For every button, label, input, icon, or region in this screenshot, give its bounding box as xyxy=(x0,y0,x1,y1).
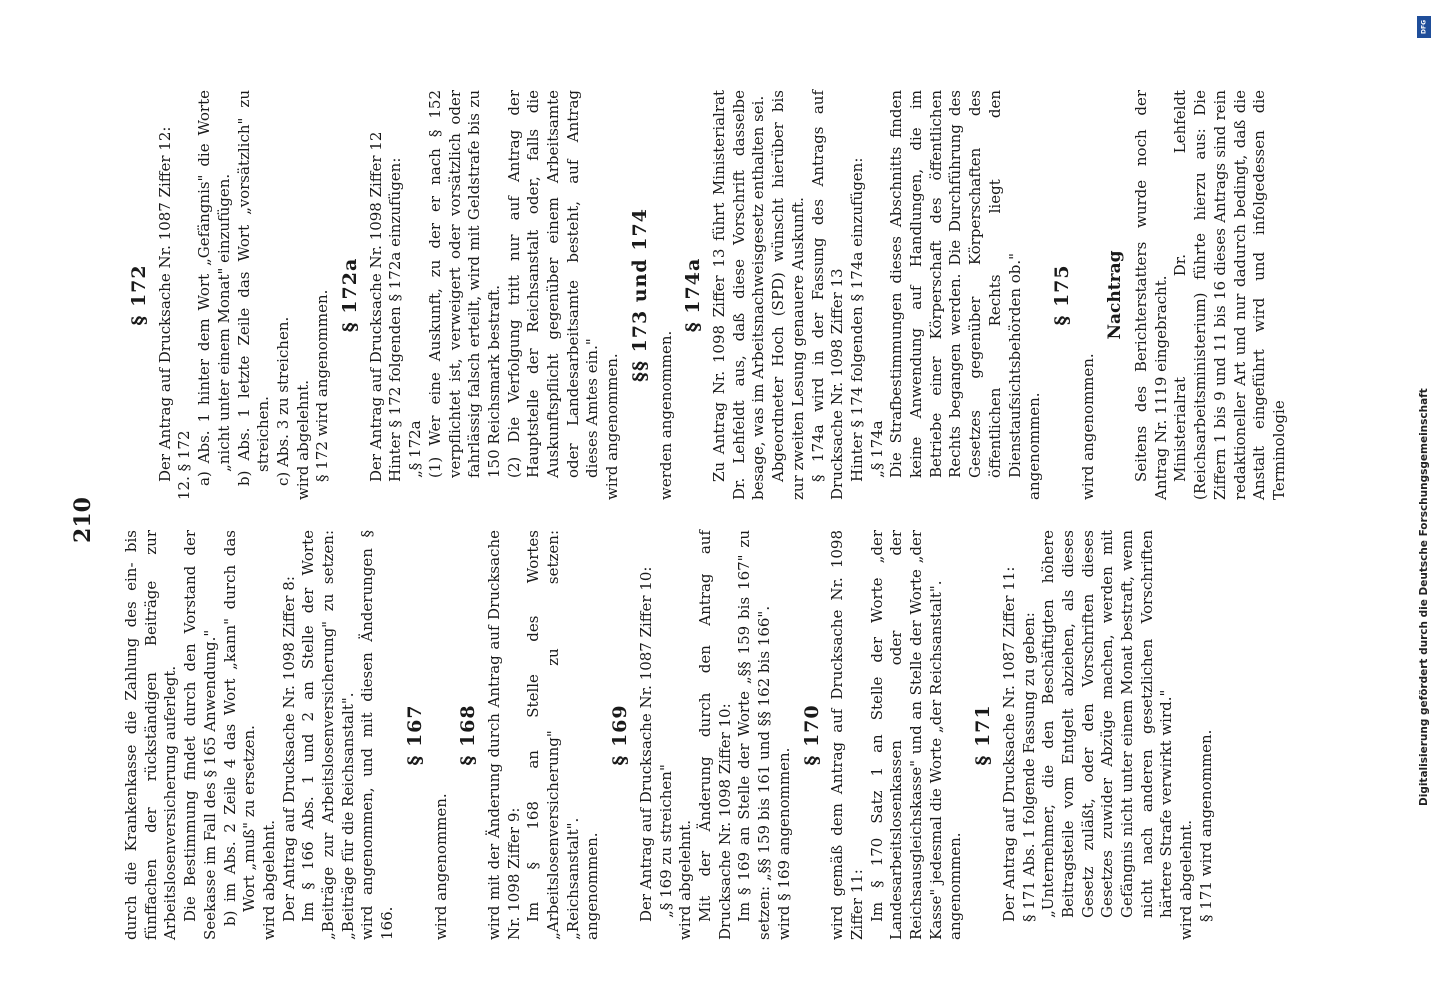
section-heading: § 171 xyxy=(972,704,995,766)
quoted-text: „§ 172a xyxy=(406,420,425,478)
dfg-logo: DFG xyxy=(1417,16,1431,38)
section-heading: § 170 xyxy=(800,704,823,766)
paragraph: Ministerialrat Dr. Lehfeldt (Reichsarbeitsministerium) führte hierzu aus: Die Ziffern 1 bis 9 und 11 bis 16 dieses Antrags sind rein redaktioneller Art und nur dadurch bedingt, daß die Anstalt eingeführt wird und infolgedessen die Terminologie xyxy=(1171,90,1288,500)
quoted-text: (1) Wer eine Auskunft, zu der er nach § 152 verpflichtet ist, verweigert oder vorsätzlich oder fahrlässig falsch erteilt, wird mit Geldstrafe bis zu 150 Reichsmark bestraft. xyxy=(425,90,503,478)
section-heading: § 175 xyxy=(1050,264,1073,326)
paragraph: angenommen. xyxy=(946,832,965,940)
section-heading: § 167 xyxy=(403,704,426,766)
section-heading: § 168 xyxy=(457,704,480,766)
paragraph: wird abgelehnt. xyxy=(676,820,695,940)
paragraph: § 174a wird in der Fassung des Antrags auf Drucksache Nr. 1098 Ziffer 13 xyxy=(808,90,847,500)
paragraph: wird gemäß dem Antrag auf Drucksache Nr. 1098 Ziffer 11: xyxy=(828,530,866,940)
paragraph: Hinter § 172 folgenden § 172a einzufügen: xyxy=(386,157,405,482)
paragraph: c) Abs. 3 zu streichen. xyxy=(273,316,292,486)
section-heading: Nachtrag xyxy=(1105,250,1126,340)
document-page xyxy=(60,80,1330,960)
paragraph: wird angenommen. xyxy=(1078,353,1097,500)
quoted-text: „§ 169 zu streichen" xyxy=(656,764,675,918)
paragraph: 12. § 172 xyxy=(175,430,194,500)
page-number: 210 xyxy=(70,497,96,543)
paragraph: Im § 170 Satz 1 an Stelle der Worte „der Landesarbeitslosenkassen oder der Reichsausgleichskasse" und an Stelle der Worte „der Kasse" jedesmal die Worte „der Reichsanstalt". xyxy=(867,530,945,940)
paragraph: wird § 169 angenommen. xyxy=(774,747,793,940)
paragraph: Hinter § 174 folgenden § 174a einzufügen: xyxy=(847,157,866,482)
section-heading: § 174a xyxy=(682,257,705,333)
paragraph: angenommen. xyxy=(1025,392,1044,500)
paragraph: wird angenommen. xyxy=(603,353,622,500)
paragraph: werden angenommen. xyxy=(656,330,675,500)
paragraph: wird abgelehnt. xyxy=(259,820,278,940)
paragraph: a) Abs. 1 hinter dem Wort „Gefängnis" die Worte „nicht unter einem Monat" einzufügen. xyxy=(195,90,233,486)
paragraph: durch die Krankenkasse die Zahlung des ein- bis fünffachen der rückständigen Beiträge zur Arbeitslosenversicherung auferlegt. xyxy=(122,530,180,940)
paragraph: Im § 169 an Stelle der Worte „§§ 159 bis 167" zu setzen: „§§ 159 bis 161 und §§ 162 bis 166". xyxy=(735,530,774,940)
paragraph: angenommen. xyxy=(583,832,602,940)
paragraph: Abgeordneter Hoch (SPD) wünscht hierüber bis zur zweiten Lesung genauere Auskunft. xyxy=(769,90,807,500)
right-column xyxy=(122,90,1290,500)
paragraph: Im § 166 Abs. 1 und 2 an Stelle der Worte „Beiträge zur Arbeitslosenversicherung" zu setzen: „Beiträge für die Reichsanstalt". xyxy=(299,530,357,940)
section-heading: §§ 173 und 174 xyxy=(628,208,651,382)
paragraph: Mit der Änderung durch den Antrag auf Drucksache Nr. 1098 Ziffer 10: xyxy=(695,530,734,940)
paragraph: § 171 Abs. 1 folgende Fassung zu geben: xyxy=(1019,612,1038,922)
paragraph: Der Antrag auf Drucksache Nr. 1098 Ziffer 12 xyxy=(366,131,385,482)
paragraph: wird abgelehnt. xyxy=(1177,820,1196,940)
paragraph: b) Abs. 1 letzte Zeile das Wort „vorsätzlich" zu streichen. xyxy=(234,90,273,486)
digitization-banner xyxy=(1414,6,1434,996)
paragraph: Seitens des Berichterstatters wurde noch der Antrag Nr. 1119 eingebracht. xyxy=(1132,90,1170,500)
paragraph: § 171 wird angenommen. xyxy=(1196,729,1215,922)
paragraph: Der Antrag auf Drucksache Nr. 1087 Ziffer 12: xyxy=(155,126,174,482)
quoted-text: (2) Die Verfolgung tritt nur auf Antrag der Hauptstelle der Reichsanstalt oder, falls die Auskunftspflicht gegenüber einem Arbeitsamte oder Landesarbeitsamte besteht, auf Antrag dieses Amtes ein." xyxy=(504,90,602,478)
paragraph: § 172 wird angenommen. xyxy=(313,289,332,482)
paragraph: Der Antrag auf Drucksache Nr. 1098 Ziffer 8: xyxy=(279,576,298,922)
quoted-text: „Unternehmer, die den Beschäftigten höhere Beitragsteile vom Entgelt abziehen, als dieses Gesetz zuläßt, oder den Vorschriften dieses Gesetzes zuwider Abzüge machen, werden mit Gefängnis nicht unter einem Monat bestraft, wenn nicht nach anderen gesetzlichen Vorschriften härtere Strafe verwirkt wird." xyxy=(1039,530,1176,918)
left-column xyxy=(122,530,1217,940)
paragraph: Der Antrag auf Drucksache Nr. 1087 Ziffer 11: xyxy=(999,566,1018,922)
paragraph: wird abgelehnt. xyxy=(293,380,312,500)
quoted-text: Die Strafbestimmungen dieses Abschnitts finden keine Anwendung auf Handlungen, die im Betriebe einer Körperschaft des öffentlichen Rechts begangen werden. Die Durchführung des Gesetzes gegenüber Körperschaften des öffentlichen Rechts liegt den Dienstaufsichtsbehörden ob." xyxy=(887,90,1024,478)
paragraph: Der Antrag auf Drucksache Nr. 1087 Ziffer 10: xyxy=(636,566,655,922)
section-heading: § 172 xyxy=(128,264,150,326)
paragraph: wird angenommen. xyxy=(431,793,450,940)
quoted-text: „§ 174a xyxy=(867,420,886,478)
paragraph: Die Bestimmung findet durch den Vorstand der Seekasse im Fall des § 165 Anwendung." xyxy=(181,530,219,940)
paragraph: Zu Antrag Nr. 1098 Ziffer 13 führt Ministerialrat Dr. Lehfeldt aus, daß diese Vorschrift dasselbe besage, was im Arbeitsnachweisgesetz enthalten sei. xyxy=(709,90,768,500)
digitization-note: Digitalisierung gefördert durch die Deutsche Forschungsgemeinschaft xyxy=(1418,388,1430,806)
paragraph: wird mit der Änderung durch Antrag auf Drucksache Nr. 1098 Ziffer 9: xyxy=(484,530,523,940)
paragraph: wird angenommen, und mit diesen Änderungen § 166. xyxy=(358,530,397,940)
paragraph: b) im Abs. 2 Zeile 4 das Wort „kann" durch das Wort „muß" zu ersetzen. xyxy=(220,530,259,926)
section-heading: § 172a xyxy=(339,257,362,333)
paragraph: Im § 168 an Stelle des Wortes „Arbeitslosenversicherung" zu setzen: „Reichsanstalt". xyxy=(524,530,582,940)
section-heading: § 169 xyxy=(609,704,632,766)
